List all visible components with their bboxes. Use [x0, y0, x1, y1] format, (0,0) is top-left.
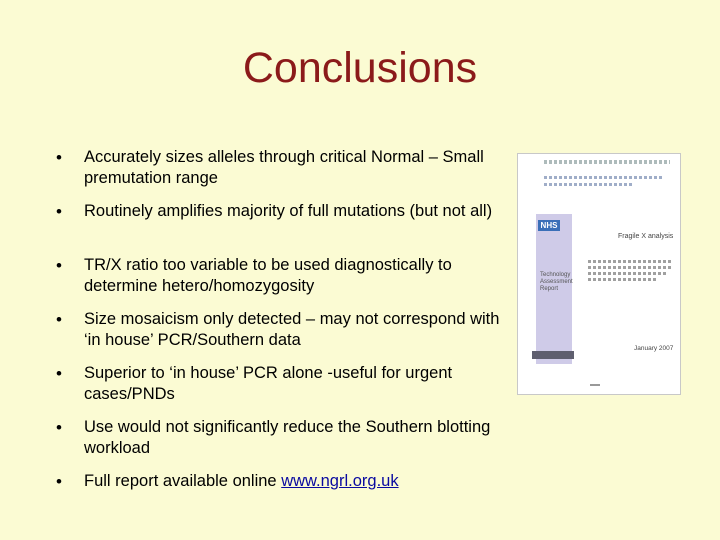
- report-text-line: [588, 278, 658, 281]
- report-text-line: [588, 266, 672, 269]
- report-title: Fragile X analysis: [618, 233, 674, 240]
- report-footer-band: [532, 351, 574, 359]
- bullet-icon: •: [56, 418, 62, 437]
- bullet-text-prefix: Full report available online: [84, 472, 282, 490]
- bullet-icon: •: [56, 472, 62, 491]
- nhs-logo: NHS: [538, 220, 560, 231]
- report-text-line: [588, 260, 672, 263]
- bullet-text: Routinely amplifies majority of full mutations (but not all): [84, 202, 493, 220]
- report-subtitle-line: [544, 183, 634, 186]
- bullet-icon: •: [56, 202, 62, 221]
- bullet-text: TR/X ratio too variable to be used diagnostically to determine hetero/homozygosity: [84, 256, 452, 295]
- report-thumbnail: [517, 153, 681, 395]
- bullet-text: Use would not significantly reduce the Southern blotting workload: [84, 418, 491, 457]
- bullet-text: Superior to ‘in house’ PCR alone -useful for urgent cases/PNDs: [84, 364, 453, 403]
- report-date: January 2007: [634, 345, 674, 352]
- ngrl-link[interactable]: www.ngrl.org.uk: [281, 472, 399, 490]
- bullet-icon: •: [56, 310, 62, 329]
- bullet-icon: •: [56, 364, 62, 383]
- bullet-text: Size mosaicism only detected – may not correspond with ‘in house’ PCR/Southern data: [84, 310, 500, 349]
- slide-title: Conclusions: [242, 44, 478, 92]
- bullet-icon: •: [56, 256, 62, 275]
- report-subtitle-line: [544, 176, 664, 179]
- report-series-label: Technology Assessment Report: [540, 272, 573, 292]
- bullet-icon: •: [56, 148, 62, 167]
- bullet-text: Accurately sizes alleles through critical Normal – Small premutation range: [84, 148, 484, 187]
- bullet-text: [84, 471, 504, 492]
- report-text-line: [588, 272, 668, 275]
- report-header-line: [544, 160, 670, 164]
- report-page-mark: [590, 384, 600, 386]
